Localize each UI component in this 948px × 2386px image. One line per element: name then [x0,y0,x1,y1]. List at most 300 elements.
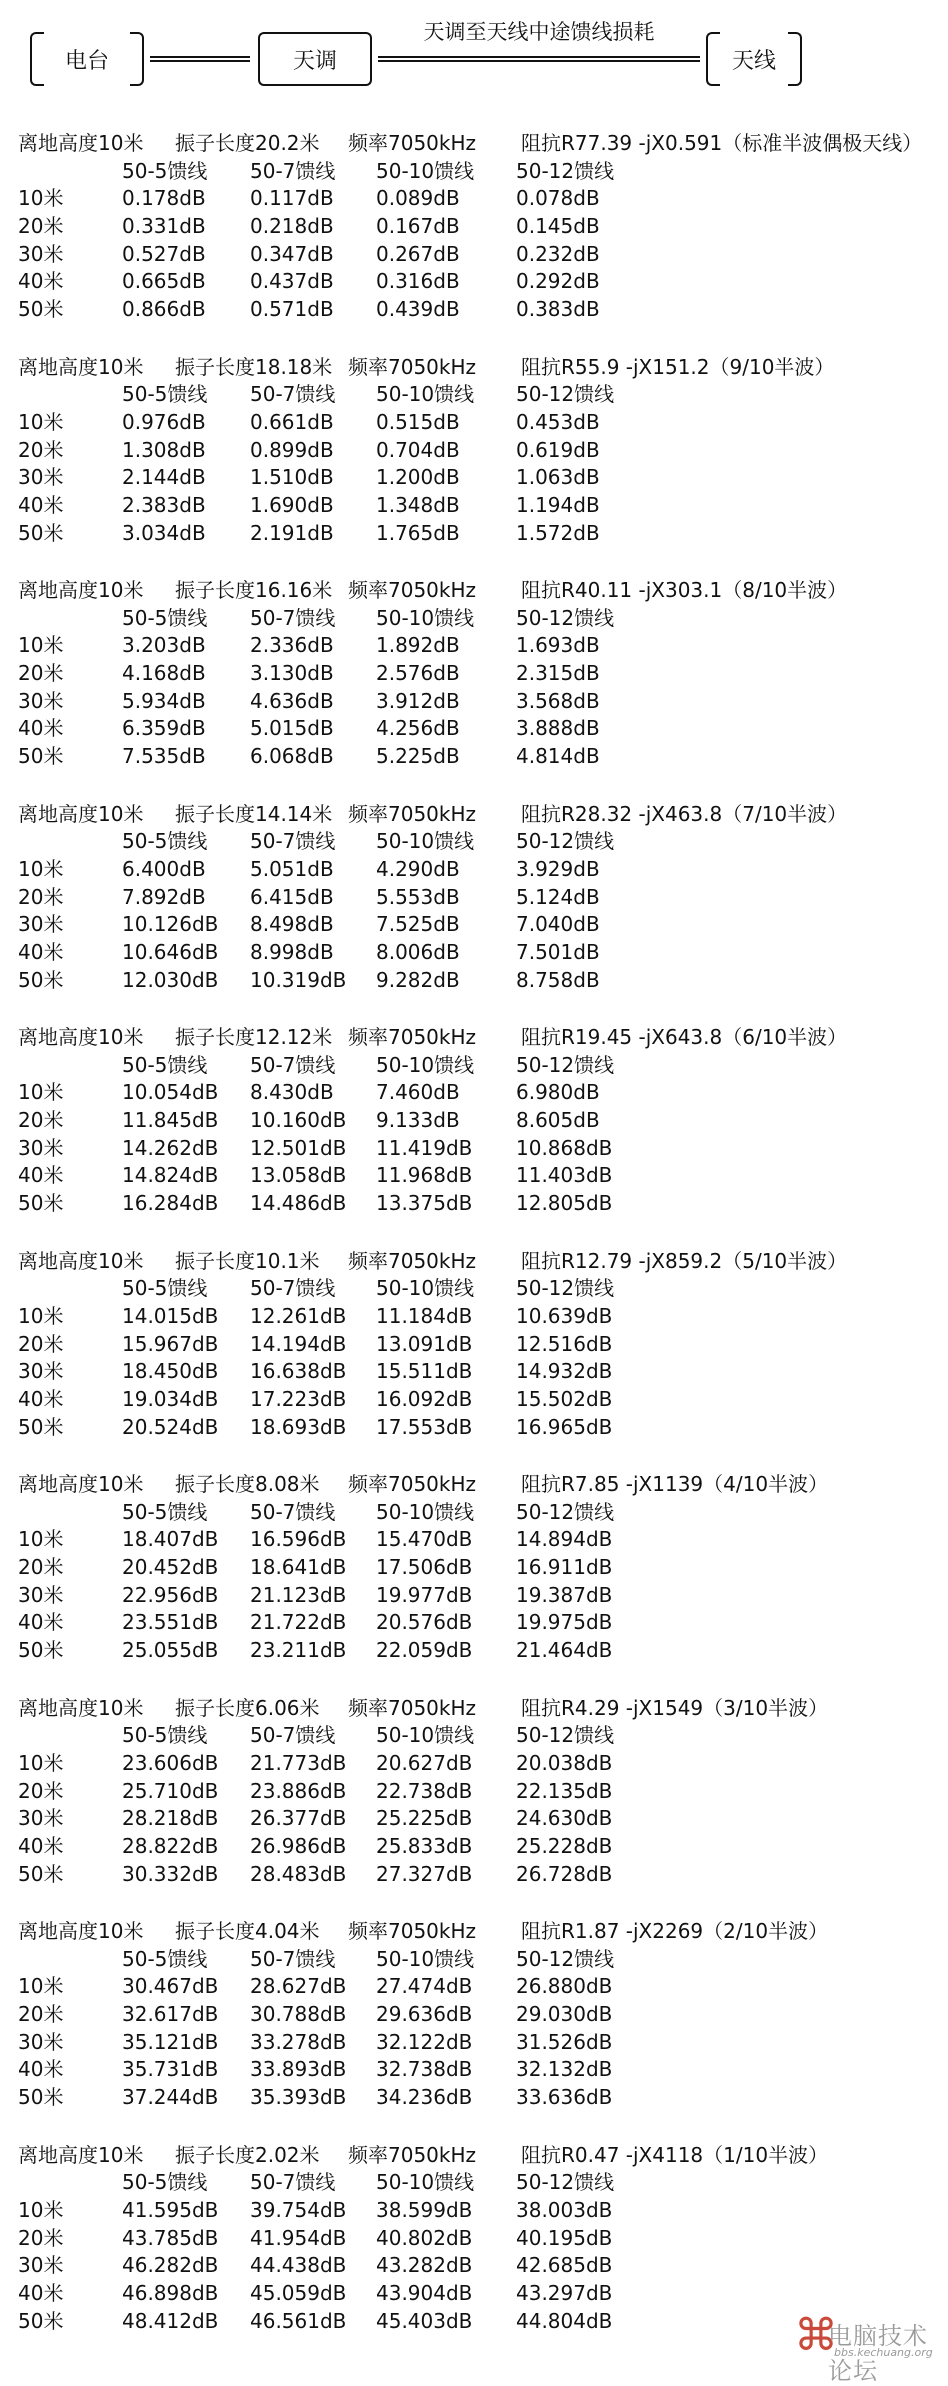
loss-value: 35.393dB [250,2085,347,2110]
cable-length: 40米 [18,939,64,964]
table-row [18,2084,938,2112]
table-row [18,1414,938,1442]
loss-value: 42.685dB [516,2253,613,2278]
loss-value: 14.932dB [516,1359,613,1384]
loss-value: 32.738dB [376,2057,473,2082]
loss-value: 14.486dB [250,1191,347,1216]
table-row [18,1190,938,1218]
cable-length: 10米 [18,1750,64,1775]
column-header: 50-12馈线 [516,829,615,854]
loss-value: 25.225dB [376,1806,473,1831]
table-row [18,268,938,296]
table-row [18,2056,938,2084]
table-row [18,1805,938,1833]
table-row [18,1135,938,1163]
loss-value: 11.184dB [376,1303,473,1328]
loss-value: 30.467dB [122,1974,219,1999]
loss-value: 0.619dB [516,437,600,462]
frequency: 频率7050kHz [348,2142,477,2167]
loss-value: 19.034dB [122,1386,219,1411]
feedline-station-tuner [150,56,250,62]
column-header: 50-12馈线 [516,158,615,183]
cable-length: 40米 [18,492,64,517]
cable-length: 40米 [18,1386,64,1411]
loss-value: 1.308dB [122,437,206,462]
loss-value: 8.430dB [250,1080,334,1105]
column-header: 50-10馈线 [376,605,475,630]
table-header-line [18,354,938,382]
loss-value: 45.059dB [250,2280,347,2305]
table-row [18,1833,938,1861]
table-row [18,1303,938,1331]
table-row [18,437,938,465]
column-header: 50-10馈线 [376,1052,475,1077]
table-row [18,1637,938,1665]
table-row [18,2225,938,2253]
cable-length: 50米 [18,744,64,769]
cable-length: 40米 [18,2057,64,2082]
loss-table-block [18,801,938,1025]
column-header: 50-7馈线 [250,605,336,630]
table-row [18,1358,938,1386]
column-header: 50-12馈线 [516,1499,615,1524]
loss-value: 32.122dB [376,2029,473,2054]
loss-value: 5.015dB [250,716,334,741]
loss-value: 0.089dB [376,186,460,211]
table-header-line [18,130,938,158]
table-row [18,1973,938,2001]
cable-length: 30米 [18,1135,64,1160]
loss-value: 11.968dB [376,1163,473,1188]
table-row [18,2197,938,2225]
loss-value: 14.194dB [250,1331,347,1356]
loss-value: 0.976dB [122,409,206,434]
loss-value: 0.453dB [516,409,600,434]
cable-length: 30米 [18,2029,64,2054]
table-row [18,632,938,660]
loss-value: 17.553dB [376,1414,473,1439]
antenna-height: 离地高度10米 [18,1248,144,1273]
loss-value: 1.200dB [376,465,460,490]
loss-value: 9.133dB [376,1108,460,1133]
column-header: 50-5馈线 [122,1499,208,1524]
loss-table-block [18,1024,938,1248]
loss-value: 43.282dB [376,2253,473,2278]
loss-value: 18.641dB [250,1555,347,1580]
column-header: 50-12馈线 [516,382,615,407]
loss-value: 18.407dB [122,1527,219,1552]
loss-value: 45.403dB [376,2308,473,2333]
loss-value: 30.332dB [122,1861,219,1886]
antenna-height: 离地高度10米 [18,2142,144,2167]
loss-value: 6.068dB [250,744,334,769]
dipole-length: 振子长度20.2米 [175,131,320,155]
cable-length: 30米 [18,1806,64,1831]
loss-value: 0.527dB [122,241,206,266]
loss-value: 11.419dB [376,1135,473,1160]
feedline-diagram [0,0,948,100]
loss-value: 13.375dB [376,1191,473,1216]
table-row [18,464,938,492]
loss-value: 19.975dB [516,1610,613,1635]
frequency: 频率7050kHz [348,131,477,155]
column-header: 50-7馈线 [250,382,336,407]
loss-value: 34.236dB [376,2085,473,2110]
loss-value: 0.145dB [516,214,600,239]
table-row [18,2252,938,2280]
loss-value: 2.576dB [376,661,460,686]
loss-value: 20.038dB [516,1750,613,1775]
table-row [18,1331,938,1359]
loss-value: 10.319dB [250,967,347,992]
loss-value: 33.893dB [250,2057,347,2082]
loss-value: 27.327dB [376,1861,473,1886]
impedance: 阻抗R19.45 -jX643.8（6/10半波） [521,1025,848,1049]
loss-value: 26.728dB [516,1861,613,1886]
loss-value: 3.929dB [516,856,600,881]
loss-value: 0.899dB [250,437,334,462]
cable-length: 20米 [18,214,64,239]
loss-value: 6.980dB [516,1080,600,1105]
loss-value: 13.091dB [376,1331,473,1356]
site-watermark [794,2308,934,2385]
loss-value: 11.845dB [122,1108,219,1133]
loss-value: 33.636dB [516,2085,613,2110]
loss-value: 28.483dB [250,1861,347,1886]
loss-value: 28.218dB [122,1806,219,1831]
loss-tables [18,130,938,2365]
table-row [18,1162,938,1190]
dipole-length: 振子长度18.18米 [175,354,333,379]
loss-value: 23.551dB [122,1610,219,1635]
table-row [18,660,938,688]
loss-value: 26.880dB [516,1974,613,1999]
loss-value: 2.191dB [250,520,334,545]
table-row [18,911,938,939]
loss-value: 15.502dB [516,1386,613,1411]
impedance: 阻抗R40.11 -jX303.1（8/10半波） [521,578,848,602]
table-row [18,409,938,437]
column-header-row [18,1499,938,1527]
loss-value: 38.003dB [516,2197,613,2222]
loss-value: 37.244dB [122,2085,219,2110]
loss-value: 22.059dB [376,1638,473,1663]
loss-value: 6.400dB [122,856,206,881]
loss-value: 0.267dB [376,241,460,266]
site-logo-icon: ⌘ [794,2310,838,2361]
loss-value: 18.450dB [122,1359,219,1384]
cable-length: 20米 [18,437,64,462]
loss-table-block [18,1471,938,1695]
loss-value: 16.284dB [122,1191,219,1216]
column-header: 50-12馈线 [516,1276,615,1301]
column-header: 50-12馈线 [516,2170,615,2195]
loss-value: 10.126dB [122,912,219,937]
loss-value: 21.464dB [516,1638,613,1663]
loss-value: 9.282dB [376,967,460,992]
cable-length: 40米 [18,2280,64,2305]
loss-value: 20.524dB [122,1414,219,1439]
loss-table-block [18,354,938,578]
table-row [18,1609,938,1637]
loss-value: 26.986dB [250,1833,347,1858]
cable-length: 30米 [18,1359,64,1384]
tuner-label: 天调 [292,48,337,74]
cable-length: 50米 [18,967,64,992]
column-header: 50-10馈线 [376,2170,475,2195]
column-header: 50-10馈线 [376,1499,475,1524]
loss-value: 1.348dB [376,492,460,517]
loss-value: 16.911dB [516,1555,613,1580]
cable-length: 20米 [18,2225,64,2250]
loss-value: 15.511dB [376,1359,473,1384]
feedline-tuner-antenna [378,56,700,62]
impedance: 阻抗R4.29 -jX1549（3/10半波） [521,1695,829,1720]
loss-value: 16.092dB [376,1386,473,1411]
frequency: 频率7050kHz [348,354,477,379]
cable-length: 10米 [18,1527,64,1552]
column-header: 50-7馈线 [250,158,336,183]
loss-value: 43.297dB [516,2280,613,2305]
column-header: 50-7馈线 [250,1052,336,1077]
loss-value: 20.576dB [376,1610,473,1635]
frequency: 频率7050kHz [348,1472,477,1496]
column-header-row [18,2169,938,2197]
table-header-line [18,2142,938,2170]
loss-value: 20.452dB [122,1555,219,1580]
table-row [18,1750,938,1778]
loss-value: 12.501dB [250,1135,347,1160]
loss-value: 4.256dB [376,716,460,741]
loss-value: 0.383dB [516,297,600,322]
loss-value: 33.278dB [250,2029,347,2054]
cable-length: 40米 [18,269,64,294]
loss-value: 19.977dB [376,1582,473,1607]
table-row [18,1079,938,1107]
cable-length: 50米 [18,2308,64,2333]
column-header: 50-10馈线 [376,829,475,854]
table-row [18,939,938,967]
frequency: 频率7050kHz [348,1025,477,1049]
loss-value: 17.506dB [376,1555,473,1580]
loss-value: 1.194dB [516,492,600,517]
loss-value: 23.211dB [250,1638,347,1663]
loss-value: 6.359dB [122,716,206,741]
column-header-row [18,1275,938,1303]
table-row [18,241,938,269]
loss-value: 5.934dB [122,688,206,713]
loss-value: 3.203dB [122,633,206,658]
loss-value: 14.015dB [122,1303,219,1328]
column-header-row [18,158,938,186]
loss-value: 16.596dB [250,1527,347,1552]
cable-length: 30米 [18,2253,64,2278]
table-row [18,1107,938,1135]
column-header: 50-12馈线 [516,1723,615,1748]
loss-value: 25.833dB [376,1833,473,1858]
column-header: 50-5馈线 [122,1052,208,1077]
cable-length: 30米 [18,465,64,490]
impedance: 阻抗R55.9 -jX151.2（9/10半波） [521,354,835,379]
loss-value: 17.223dB [250,1386,347,1411]
table-row [18,1778,938,1806]
column-header: 50-12馈线 [516,1946,615,1971]
impedance: 阻抗R28.32 -jX463.8（7/10半波） [521,801,848,826]
cable-length: 10米 [18,856,64,881]
loss-value: 0.078dB [516,186,600,211]
loss-value: 14.894dB [516,1527,613,1552]
frequency: 频率7050kHz [348,578,477,602]
table-row [18,2001,938,2029]
loss-value: 3.130dB [250,661,334,686]
loss-value: 0.331dB [122,214,206,239]
loss-value: 0.571dB [250,297,334,322]
loss-value: 1.063dB [516,465,600,490]
column-header: 50-7馈线 [250,829,336,854]
loss-value: 1.572dB [516,520,600,545]
loss-value: 11.403dB [516,1163,613,1188]
loss-value: 2.315dB [516,661,600,686]
loss-value: 10.868dB [516,1135,613,1160]
loss-value: 18.693dB [250,1414,347,1439]
column-header: 50-10馈线 [376,158,475,183]
antenna-label: 天线 [731,48,776,74]
loss-value: 0.117dB [250,186,334,211]
column-header-row [18,1946,938,1974]
loss-value: 2.336dB [250,633,334,658]
loss-value: 0.316dB [376,269,460,294]
cable-length: 30米 [18,688,64,713]
loss-value: 14.824dB [122,1163,219,1188]
loss-value: 28.822dB [122,1833,219,1858]
loss-value: 31.526dB [516,2029,613,2054]
column-header: 50-10馈线 [376,1276,475,1301]
table-header-line [18,801,938,829]
loss-value: 12.261dB [250,1303,347,1328]
table-header-line [18,577,938,605]
loss-value: 0.218dB [250,214,334,239]
loss-value: 23.606dB [122,1750,219,1775]
column-header-row [18,1722,938,1750]
table-row [18,1526,938,1554]
column-header: 50-7馈线 [250,1946,336,1971]
table-row [18,213,938,241]
loss-value: 6.415dB [250,884,334,909]
loss-value: 1.765dB [376,520,460,545]
cable-length: 30米 [18,912,64,937]
table-row [18,884,938,912]
loss-value: 0.292dB [516,269,600,294]
antenna-height: 离地高度10米 [18,131,144,155]
column-header: 50-10馈线 [376,1946,475,1971]
column-header: 50-10馈线 [376,382,475,407]
loss-value: 46.561dB [250,2308,347,2333]
loss-value: 7.892dB [122,884,206,909]
loss-value: 41.595dB [122,2197,219,2222]
loss-value: 0.167dB [376,214,460,239]
loss-value: 5.124dB [516,884,600,909]
antenna-height: 离地高度10米 [18,1025,144,1049]
table-header-line [18,1248,938,1276]
dipole-length: 振子长度16.16米 [175,578,333,602]
cable-length: 20米 [18,884,64,909]
column-header: 50-7馈线 [250,1276,336,1301]
dipole-length: 振子长度4.04米 [175,1919,320,1943]
loss-value: 13.058dB [250,1163,347,1188]
loss-value: 40.802dB [376,2225,473,2250]
loss-value: 0.866dB [122,297,206,322]
loss-value: 12.805dB [516,1191,613,1216]
cable-length: 50米 [18,520,64,545]
loss-value: 12.516dB [516,1331,613,1356]
loss-value: 7.535dB [122,744,206,769]
dipole-length: 振子长度6.06米 [175,1695,320,1720]
table-header-line [18,1471,938,1499]
loss-value: 7.501dB [516,939,600,964]
impedance: 阻抗R12.79 -jX859.2（5/10半波） [521,1248,848,1273]
loss-value: 0.704dB [376,437,460,462]
loss-value: 4.290dB [376,856,460,881]
loss-value: 21.123dB [250,1582,347,1607]
column-header: 50-5馈线 [122,605,208,630]
loss-value: 19.387dB [516,1582,613,1607]
watermark-name: 电脑技术论坛 [828,2322,928,2385]
cable-length: 50米 [18,2085,64,2110]
loss-value: 8.758dB [516,967,600,992]
cable-length: 50米 [18,297,64,322]
loss-value: 43.904dB [376,2280,473,2305]
loss-value: 15.967dB [122,1331,219,1356]
loss-value: 0.665dB [122,269,206,294]
cable-length: 40米 [18,1163,64,1188]
watermark-url: bbs.kechuang.org [834,2346,933,2359]
cable-length: 10米 [18,2197,64,2222]
loss-value: 1.690dB [250,492,334,517]
antenna-height: 离地高度10米 [18,578,144,602]
loss-value: 21.773dB [250,1750,347,1775]
loss-value: 27.474dB [376,1974,473,1999]
loss-value: 40.195dB [516,2225,613,2250]
loss-value: 21.722dB [250,1610,347,1635]
tuner-box [258,32,372,86]
cable-length: 40米 [18,716,64,741]
loss-value: 38.599dB [376,2197,473,2222]
cable-length: 10米 [18,186,64,211]
antenna-height: 离地高度10米 [18,1919,144,1943]
dipole-length: 振子长度12.12米 [175,1025,333,1049]
column-header: 50-5馈线 [122,382,208,407]
loss-value: 4.168dB [122,661,206,686]
loss-value: 16.638dB [250,1359,347,1384]
loss-value: 0.178dB [122,186,206,211]
loss-value: 1.510dB [250,465,334,490]
loss-value: 24.630dB [516,1806,613,1831]
column-header-row [18,828,938,856]
column-header-row [18,381,938,409]
loss-value: 44.438dB [250,2253,347,2278]
loss-table-block [18,130,938,354]
column-header: 50-10馈线 [376,1723,475,1748]
loss-value: 25.228dB [516,1833,613,1858]
cable-length: 50米 [18,1861,64,1886]
loss-value: 2.383dB [122,492,206,517]
loss-value: 1.693dB [516,633,600,658]
loss-value: 7.460dB [376,1080,460,1105]
cable-length: 50米 [18,1638,64,1663]
loss-value: 29.636dB [376,2002,473,2027]
dipole-length: 振子长度10.1米 [175,1248,320,1273]
antenna-height: 离地高度10米 [18,354,144,379]
